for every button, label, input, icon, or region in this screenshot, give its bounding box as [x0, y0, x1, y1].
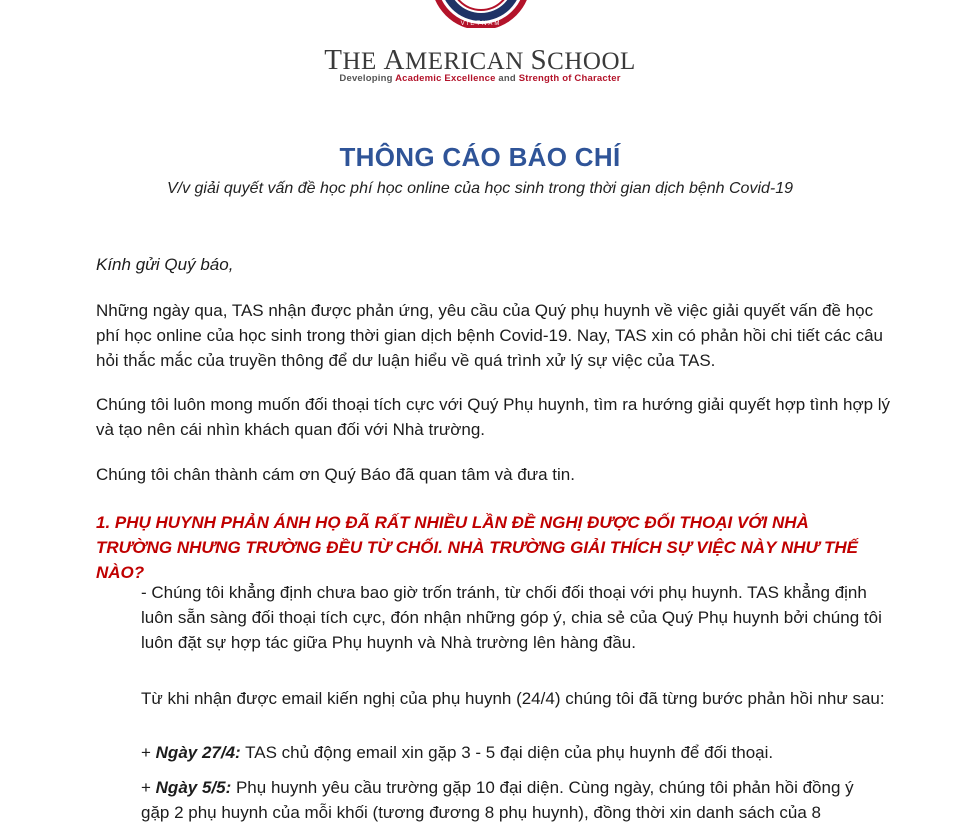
document-title: THÔNG CÁO BÁO CHÍ	[339, 142, 621, 172]
answer-paragraph: - Chúng tôi khẳng định chưa bao giờ trốn tránh, từ chối đối thoại với phụ huynh. TAS khẳng định luôn sẵn sàng đối thoại tích cực, đón nhận những góp ý, chia sẻ của Quý Phụ huynh bởi chúng tôi luôn đặt sự hợp tác giữa Phụ huynh và Nhà trường lên hàng đầu.	[141, 583, 882, 652]
timeline-date-label: Ngày 27/4:	[155, 743, 241, 762]
question-1-heading: 1. PHỤ HUYNH PHẢN ÁNH HỌ ĐÃ RẤT NHIỀU LẦN ĐỀ NGHỊ ĐƯỢC ĐỐI THOẠI VỚI NHÀ TRƯỜNG NHƯNG TRƯỜNG ĐỀU TỪ CHỐI. NHÀ TRƯỜNG GIẢI THÍCH SỰ VIỆC NÀY NHƯ THẾ NÀO?	[96, 513, 858, 582]
timeline-item: + Ngày 27/4: TAS chủ động email xin gặp 3 - 5 đại diện của phụ huynh để đối thoại.	[141, 743, 774, 762]
seal-arc-text: VIETNAM	[460, 21, 502, 27]
intro-paragraph: Những ngày qua, TAS nhận được phản ứng, yêu cầu của Quý phụ huynh về việc giải quyết vấn đề học phí học online của học sinh trong thời gian dịch bệnh Covid-19. Nay, TAS xin có phản hồi chi tiết các câu hỏi thắc mắc của truyền thông để dư luận hiểu về quá trình xử lý sự việc của TAS.	[96, 301, 884, 370]
timeline-date-label: Ngày 5/5:	[155, 778, 232, 797]
dialogue-paragraph: Chúng tôi luôn mong muốn đối thoại tích cực với Quý Phụ huynh, tìm ra hướng giải quyết hợp tình hợp lý và tạo nên cái nhìn khách quan đối với Nhà trường.	[96, 395, 891, 439]
document-subtitle: V/v giải quyết vấn đề học phí học online của học sinh trong thời gian dịch bệnh Covid-19	[166, 180, 794, 197]
timeline-intro-paragraph: Từ khi nhận được email kiến nghị của phụ huynh (24/4) chúng tôi đã từng bước phản hồi như sau:	[141, 689, 885, 708]
thanks-paragraph: Chúng tôi chân thành cám ơn Quý Báo đã quan tâm và đưa tin.	[96, 465, 575, 484]
school-tagline: Developing Academic Excellence and Strength of Character	[339, 73, 621, 84]
school-name: THE AMERICAN SCHOOL	[324, 44, 636, 76]
school-seal-logo	[428, 0, 534, 28]
timeline-item: + Ngày 5/5: Phụ huynh yêu cầu trường gặp 10 đại diện. Cùng ngày, chúng tôi phản hồi đồng ý gặp 2 phụ huynh của mỗi khối (tương đương 8 phụ huynh), đồng thời xin danh sách của 8	[141, 778, 854, 822]
salutation: Kính gửi Quý báo,	[96, 255, 234, 274]
